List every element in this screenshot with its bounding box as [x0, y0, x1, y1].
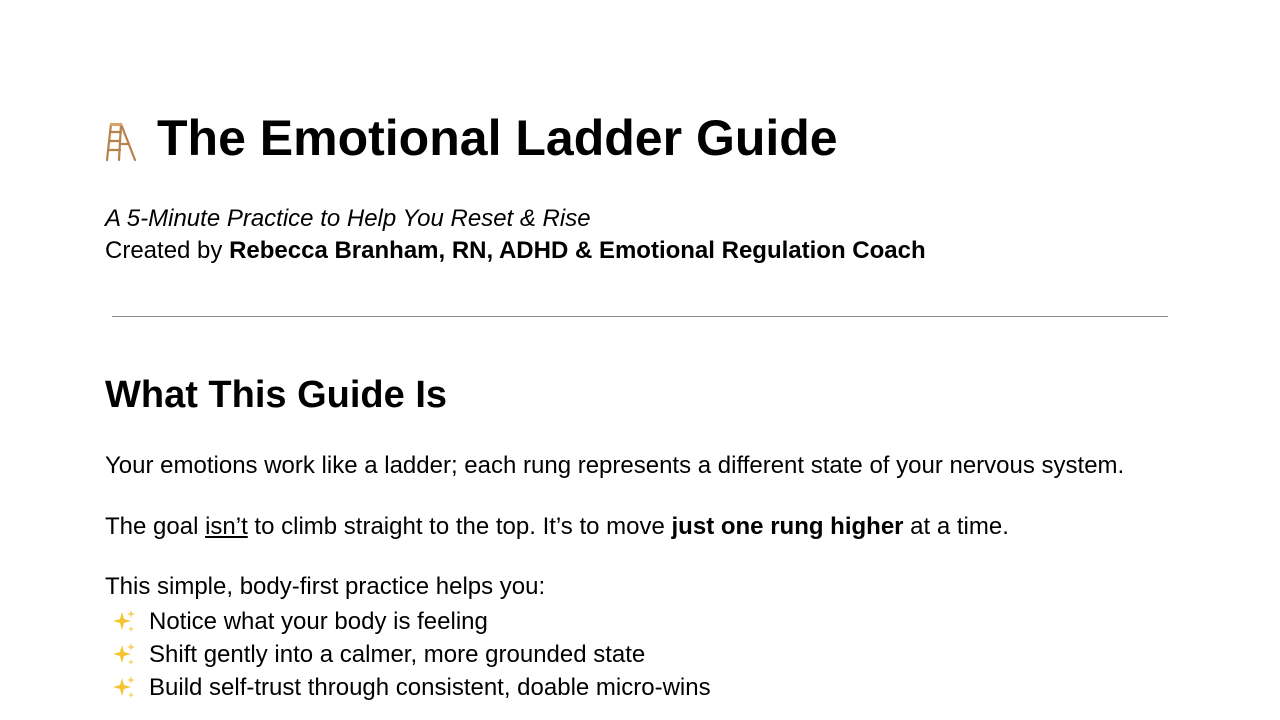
subtitle: A 5-Minute Practice to Help You Reset & Rise	[105, 205, 591, 232]
paragraph-1: Your emotions work like a ladder; each rung represents a different state of your nervous system.	[105, 452, 1125, 479]
list-item	[111, 671, 711, 704]
sparkles-icon	[111, 642, 137, 668]
list-item-text: Build self-trust through consistent, doable micro-wins	[149, 673, 711, 701]
ladder-icon	[105, 122, 137, 162]
list-item	[111, 638, 711, 671]
list-item-text: Shift gently into a calmer, more grounded state	[149, 640, 646, 668]
paragraph-2-part2: to climb straight to the top. It’s to move	[247, 513, 672, 540]
paragraph-2-part3: at a time.	[903, 513, 1009, 540]
page-title: The Emotional Ladder Guide	[157, 110, 838, 166]
paragraph-3: This simple, body-first practice helps you:	[105, 573, 546, 600]
list-item	[111, 605, 711, 638]
sparkles-icon	[111, 675, 137, 701]
horizontal-divider	[112, 316, 1168, 317]
list-item-text: Notice what your body is feeling	[149, 607, 488, 635]
credit-name: Rebecca Branham, RN, ADHD & Emotional Regulation Coach	[229, 237, 926, 264]
paragraph-2	[105, 512, 1009, 542]
paragraph-2-part1: The goal	[105, 513, 206, 540]
bold-text: just one rung higher	[671, 513, 904, 540]
underlined-text: isn’t	[205, 513, 248, 540]
credit-prefix: Created by	[105, 237, 230, 264]
benefit-list	[111, 605, 711, 704]
section-heading: What This Guide Is	[105, 374, 448, 416]
sparkles-icon	[111, 609, 137, 635]
title-row	[105, 108, 838, 168]
credit-line	[105, 236, 926, 266]
